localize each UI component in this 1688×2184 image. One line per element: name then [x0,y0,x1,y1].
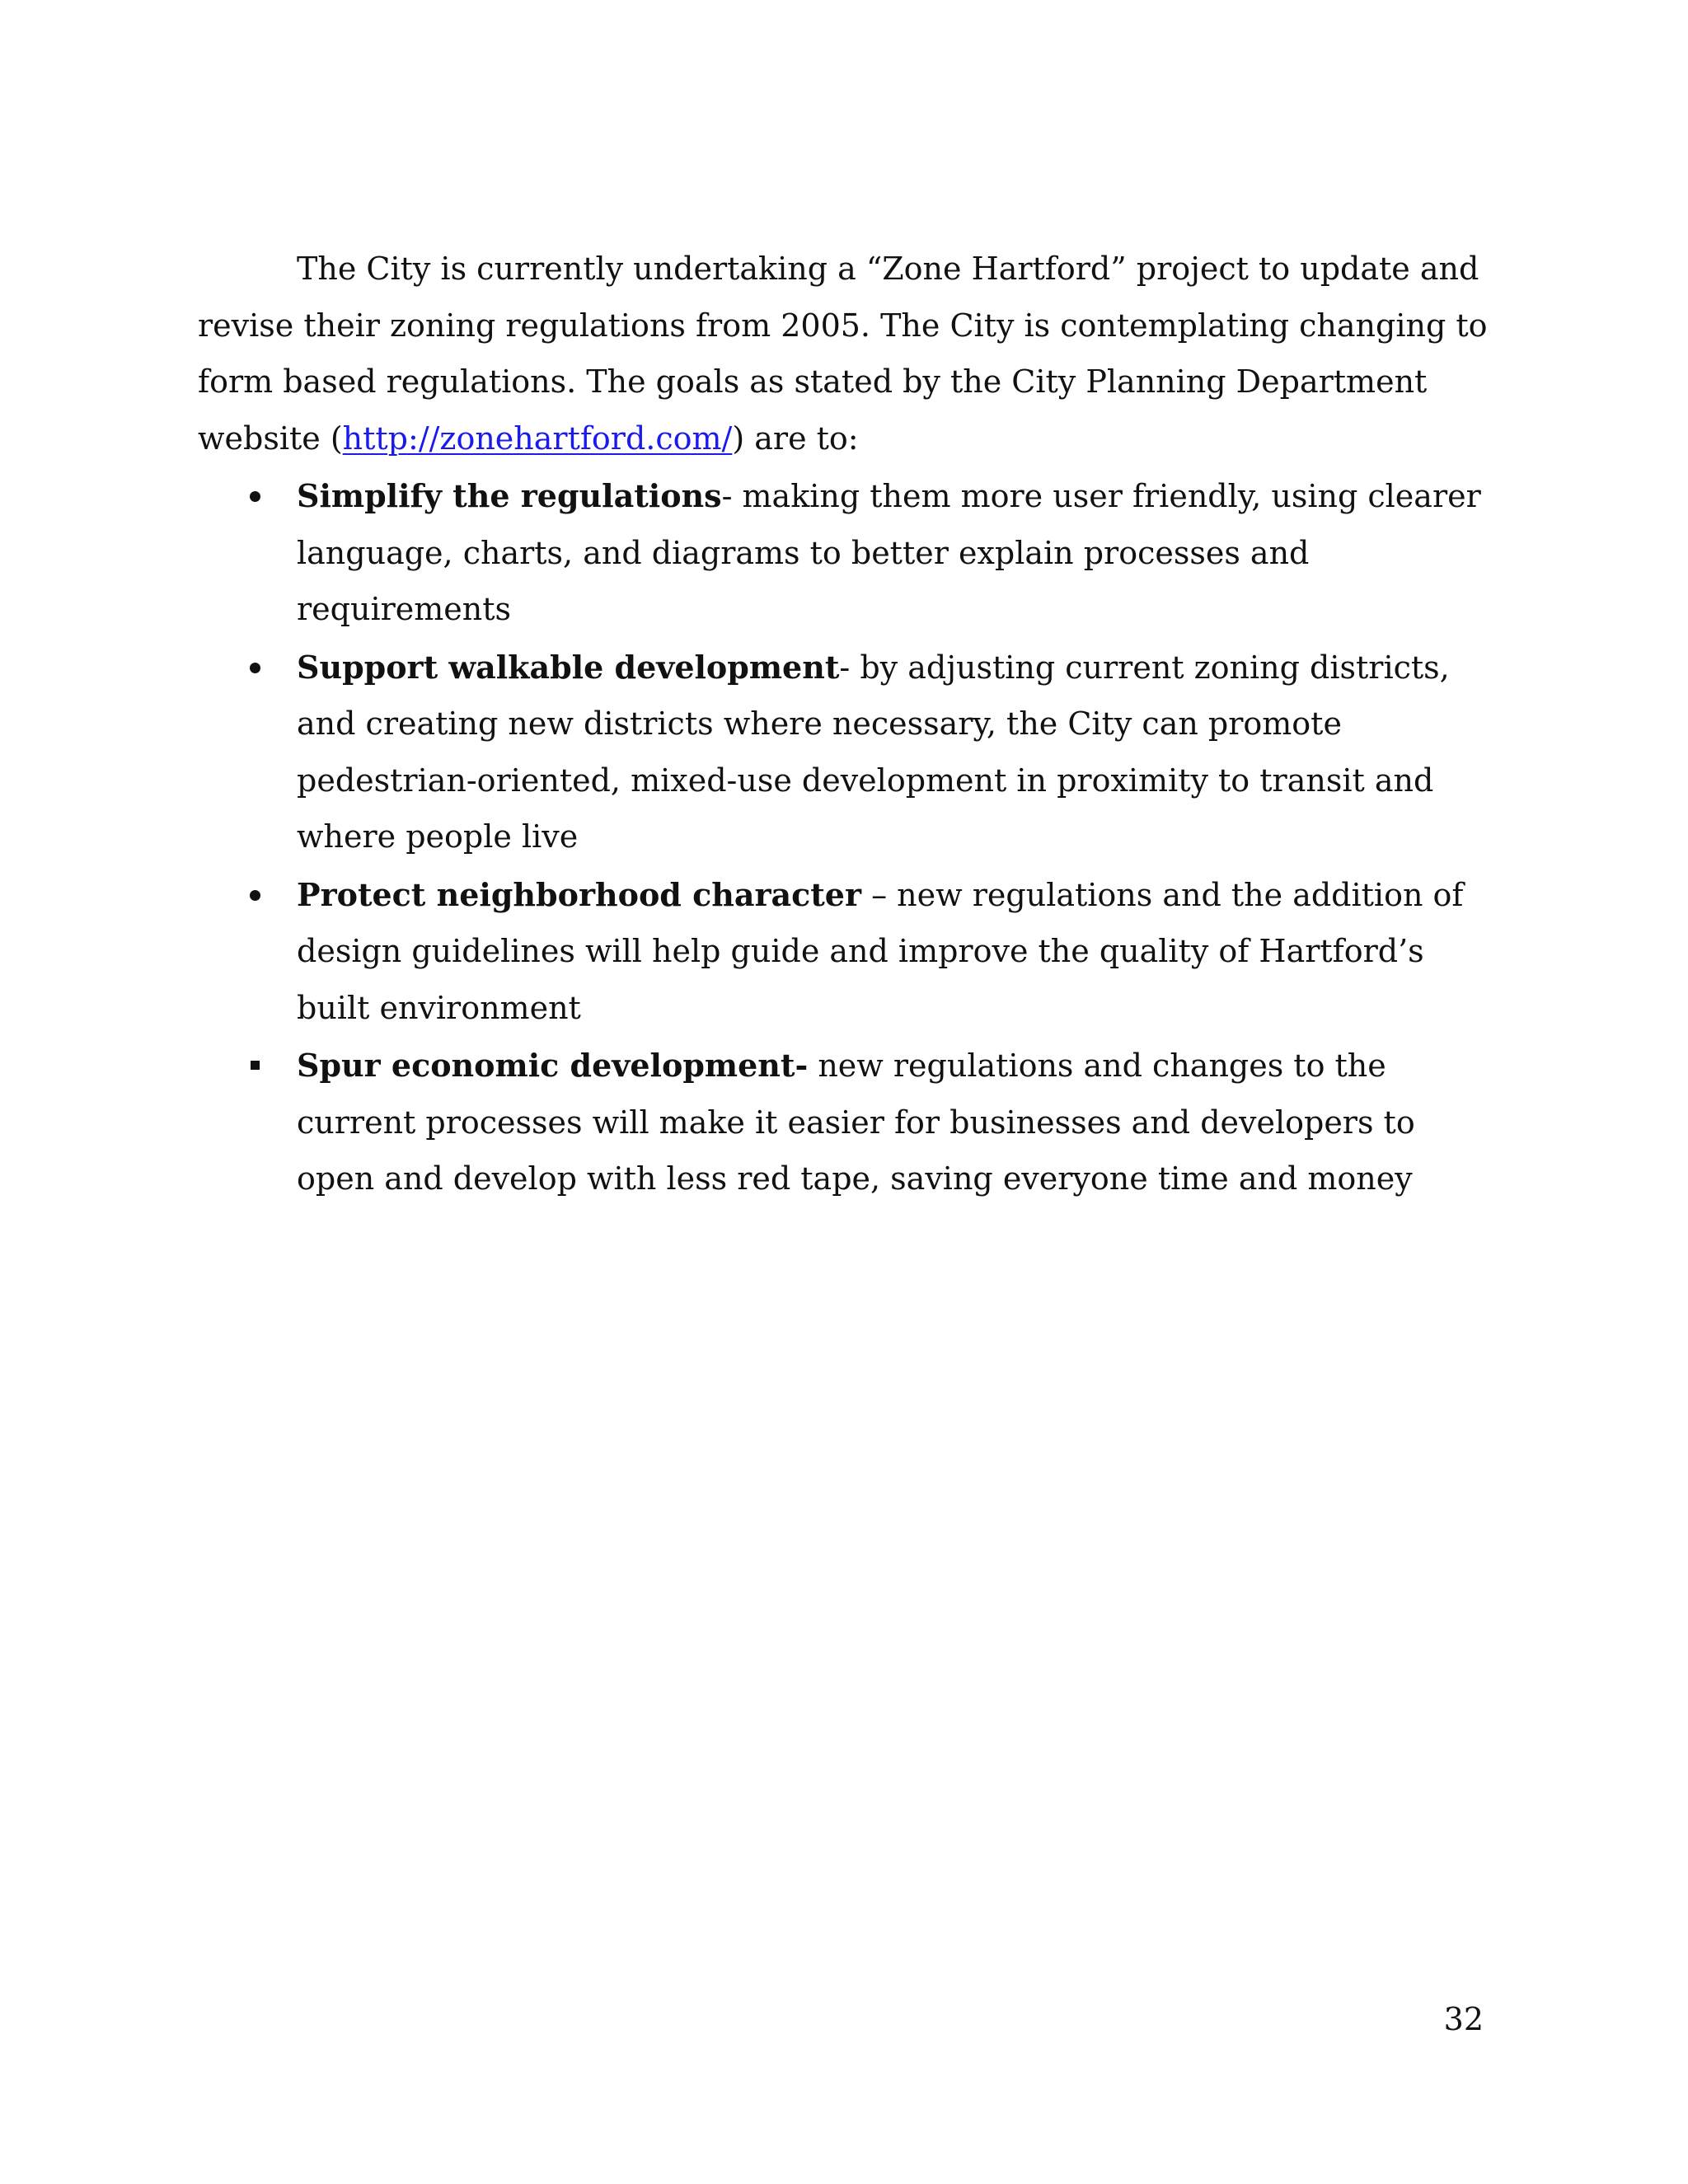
list-item [198,640,1500,865]
goal-term: Support walkable development [297,648,840,686]
goal-description: - by adjusting current zoning districts, and creating new districts where necessary, the City can promote pedestrian-oriented, mixed-use development in proximity to transit and where people live [297,649,1450,855]
goal-description: - making them more user friendly, using clearer language, charts, and diagrams to better explain processes and requirements [297,478,1481,627]
list-item [198,1038,1500,1207]
goal-term: Spur economic development- [297,1047,809,1084]
goal-term: Protect neighborhood character [297,875,862,913]
page-content [198,241,1500,1209]
bullet-square-icon [249,1038,265,1094]
intro-paragraph [198,241,1500,466]
goals-list [198,468,1500,1207]
list-item [198,867,1500,1037]
page-number: 32 [1443,2001,1484,2037]
intro-text-end: ) are to: [732,419,859,457]
intro-text: The City is currently undertaking a “Zone Hartford” project to update and revise their zoning regulations from 2005. The City is contemplating changing to form based regulations. The goals as stated by the City Planning Department website ( [198,251,1488,457]
bullet-dot-icon [249,867,265,924]
zonehartford-link[interactable]: http://zonehartford.com/ [342,419,733,457]
bullet-dot-icon [249,640,265,696]
goal-description: – new regulations and the addition of design guidelines will help guide and improve the quality of Hartford’s built environment [297,876,1464,1026]
list-item [198,468,1500,638]
bullet-dot-icon [249,468,265,525]
goal-term: Simplify the regulations [297,477,722,514]
goal-description: new regulations and changes to the current processes will make it easier for businesses and developers to open and develop with less red tape, saving everyone time and money [297,1047,1415,1197]
